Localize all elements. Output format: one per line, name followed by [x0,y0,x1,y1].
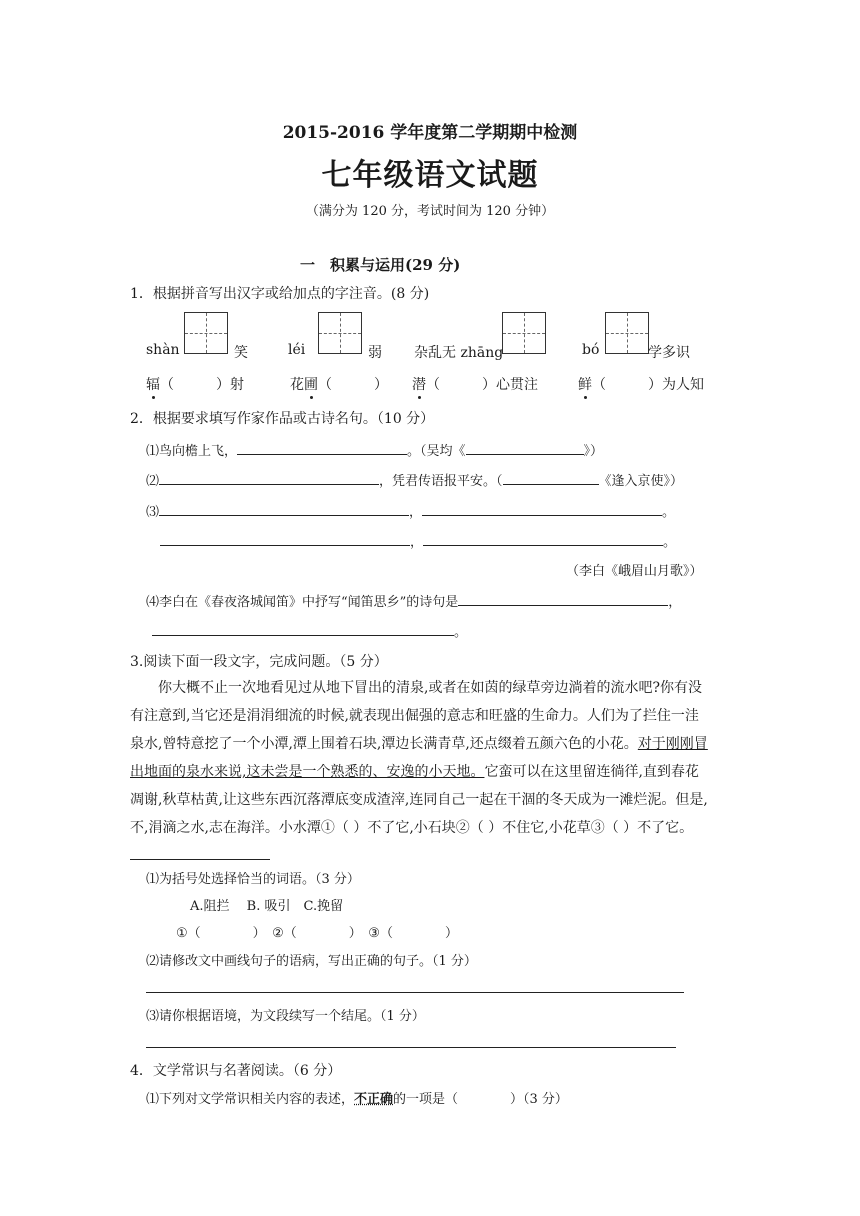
q2-item1-end: 》） [583,444,604,459]
q2-prompt: 2．根据要求填写作家作品或古诗名句。（10 分） [130,411,435,427]
q1-item-5 [146,374,244,394]
exam-main-title: 七年级语文试题 [321,158,539,193]
dotted-char: 鲜 [578,377,592,393]
q3-sub3-answer-line[interactable] [146,1033,676,1048]
q3-answers[interactable]: ①（ ） ②（ ） ③（ ） [176,926,458,941]
answer-blank[interactable] [458,591,668,606]
answer-paren[interactable]: （ ） [160,377,230,393]
answer-blank[interactable] [466,440,584,455]
writing-grid-4[interactable] [605,312,649,354]
q1-item-6 [290,374,388,394]
q2-item4-text: ⑷李白在《春夜洛城闻笛》中抒写“闻笛思乡”的诗句是 [146,595,459,610]
q3-sub2: ⑵请修改文中画线句子的语病，写出正确的句子。（1 分） [146,954,477,969]
q1-post: 心贯注 [496,377,538,393]
period: 。 [663,535,677,550]
q3-underlined-sentence: 对于刚刚冒出地面的泉水来说,这未尝是一个熟悉的、安逸的小天地。 [130,736,708,780]
exam-note: （满分为 120 分，考试时间为 120 分钟） [305,204,555,219]
dotted-char: 圃 [304,377,318,393]
answer-blank[interactable] [159,470,379,485]
dotted-char: 辐 [146,377,160,393]
answer-blank[interactable] [503,470,599,485]
q3-sub2-answer-line[interactable] [146,978,684,993]
q1-pinyin-2: léi [288,342,306,358]
q1-item-8 [578,374,704,394]
q2-item2-num: ⑵ [146,474,160,489]
writing-grid-2[interactable] [318,312,362,354]
q2-item3-num: ⑶ [146,505,160,520]
q2-item-4-line2 [152,621,467,640]
q2-item1-source: 。（吴均《 [407,444,466,459]
writing-grid-3[interactable] [502,312,546,354]
answer-blank[interactable] [152,621,454,636]
answer-paren[interactable]: （ ） [426,377,496,393]
comma: ， [409,505,423,520]
q1-pre: 花 [290,377,304,393]
comma: ， [410,535,424,550]
q2-item2-source: 《逢入京使》） [598,474,684,489]
writing-grid-1[interactable] [184,312,228,354]
q3-passage [130,674,710,870]
q2-item-3-line1 [146,501,675,520]
q1-prompt: 1．根据拼音写出汉字或给加点的字注音。(8 分) [130,286,430,302]
q3-sub3: ⑶请你根据语境，为文段续写一个结尾。（1 分） [146,1009,425,1024]
answer-blank[interactable] [423,531,663,546]
q2-item1-text: ⑴鸟向檐上飞， [146,444,238,459]
answer-blank[interactable] [237,440,407,455]
q2-item3-source: （李白《峨眉山月歌》） [566,564,703,579]
comma: ， [668,595,682,610]
q4-sub1 [146,1088,568,1107]
q3-prompt: 3.阅读下面一段文字，完成问题。（5 分） [130,654,388,670]
q1-pinyin-1: shàn [146,342,180,358]
q3-passage-part1: 你大概不止一次地看见过从地下冒出的清泉,或者在如茵的绿草旁边淌着的流水吧?你有没有注意到,当它还是涓涓细流的时候,就表现出倔强的意志和旺盛的生命力。人们为了拦住一洼泉水,曾特意挖了一个小潭,潭上围着石块,潭边长满青草,还点缀着五颜六色的小花。 [130,680,702,752]
q1-post: 射 [230,377,244,393]
q2-item-3-line2 [160,531,676,550]
q3-sub1: ⑴为括号处选择恰当的词语。（3 分） [146,872,360,887]
answer-blank[interactable] [130,845,270,860]
q2-item-4 [146,591,681,610]
exam-year-title: 2015-2016 学年度第二学期期中检测 [282,123,578,143]
q3-options: A.阻拦 B. 吸引 C.挽留 [190,899,344,914]
q4-prompt: 4．文学常识与名著阅读。（6 分） [130,1063,342,1079]
q1-item-7 [412,374,538,394]
q1-after-2: 弱 [368,345,382,361]
answer-blank[interactable] [159,501,409,516]
q1-pinyin-4: bó [582,342,600,358]
q4-sub1-end: 的一项是（ ）（3 分） [393,1092,568,1107]
answer-blank[interactable] [160,531,410,546]
q2-item-1 [146,440,603,459]
q1-post: 为人知 [662,377,704,393]
answer-blank[interactable] [422,501,662,516]
q1-after-4: 学多识 [648,345,690,361]
q1-before-3: 杂乱无 zhāng [414,345,504,361]
period: 。 [454,625,468,640]
answer-paren[interactable]: （ ） [318,377,388,393]
q1-after-1: 笑 [234,345,248,361]
q2-item2-text: ，凭君传语报平安。（ [379,474,503,489]
q3-passage-part2: 它蛮可以在这里留连徜徉,直到春花凋谢,秋草枯黄,让这些东西沉落潭底变成渣滓,连同自己一起在干涸的冬天成为一滩烂泥。但是,不,涓滴之水,志在海洋。小水潭①（ ）不了它,小石块②（ ）不住它,小花草③（ ）不了它。 [130,764,708,836]
dotted-char: 潜 [412,377,426,393]
section-title: 一 积累与运用(29 分) [300,256,461,274]
q4-sub1-text: ⑴下列对文学常识相关内容的表述， [146,1092,355,1107]
answer-paren[interactable]: （ ） [592,377,662,393]
period: 。 [662,505,676,520]
q4-dotted-emphasis: 不正确 [354,1092,394,1107]
q2-item-2 [146,470,683,489]
